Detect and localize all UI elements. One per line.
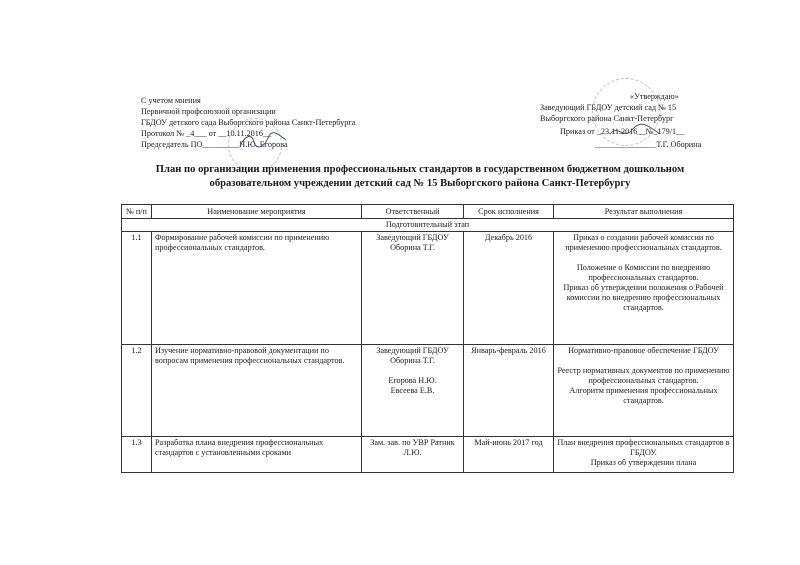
row-num: 1.3 bbox=[122, 437, 152, 473]
page-title bbox=[110, 163, 730, 190]
left-line-2: Первичной профсоюзной организации bbox=[141, 107, 276, 116]
left-line-3: ГБДОУ детского сада Выборгского района Санкт-Петербурга bbox=[141, 118, 356, 127]
resp-text: Евсеева Е.В. bbox=[390, 386, 435, 395]
section-title: Подготовительный этап bbox=[122, 219, 734, 232]
section-row bbox=[122, 219, 734, 232]
row-result bbox=[554, 232, 734, 345]
row-result bbox=[554, 345, 734, 437]
row-term: Май-июнь 2017 год bbox=[464, 437, 554, 473]
right-line-3: Выборгского района Санкт-Петербург bbox=[540, 114, 674, 123]
row-result bbox=[554, 437, 734, 473]
resp-text: Егорова Н.Ю. bbox=[388, 376, 437, 385]
result-text: Приказ о создании рабочей комиссии по применению профессиональных стандартов. bbox=[565, 233, 722, 252]
result-text: Алгоритм применения профессиональных стандартов. bbox=[569, 386, 718, 405]
row-resp bbox=[362, 345, 464, 437]
signature-right-icon bbox=[608, 122, 662, 142]
result-text: Приказ об утверждении плана bbox=[590, 458, 697, 467]
row-name: Разработка плана внедрения профессиональных стандартов с установленными сроками bbox=[152, 437, 362, 473]
plan-table bbox=[121, 204, 734, 473]
header-result: Результат выполнения bbox=[554, 205, 734, 219]
table-row bbox=[122, 232, 734, 345]
row-name: Формирование рабочей комиссии по применению профессиональных стандартов. bbox=[152, 232, 362, 345]
table-row bbox=[122, 345, 734, 437]
right-line-4: Приказ от _23.11.2016__№_179/1__ bbox=[560, 127, 685, 136]
result-text: Положение о Комиссии по внедрению профессиональных стандартов. bbox=[576, 263, 711, 282]
table-row bbox=[122, 437, 734, 473]
result-text: План внедрения профессиональных стандартов в ГБДОУ. bbox=[557, 438, 730, 457]
table-header-row bbox=[122, 205, 734, 219]
right-line-1: «Утверждаю» bbox=[630, 92, 679, 101]
result-text: Нормативно-правовое обеспечение ГБДОУ bbox=[568, 346, 719, 355]
row-resp: Зам. зав. по УВР Ратник Л.Ю. bbox=[362, 437, 464, 473]
result-text: Приказ об утверждении положения о Рабочей комиссии по внедрению профессиональных стандартов. bbox=[563, 283, 724, 312]
row-term: Январь-февраль 2016 bbox=[464, 345, 554, 437]
result-text: Реестр нормативных документов по применению профессиональных стандартов. bbox=[557, 366, 730, 385]
header-term: Срок исполнения bbox=[464, 205, 554, 219]
right-line-2: Заведующий ГБДОУ детский сад № 15 bbox=[540, 103, 677, 112]
row-name: Изучение нормативно-правовой документации по вопросам применения профессиональных стандартов. bbox=[152, 345, 362, 437]
header-resp: Ответственный bbox=[362, 205, 464, 219]
title-line-1: План по организации применения профессиональных стандартов в государственном бюджетном дошкольном bbox=[155, 164, 685, 175]
row-resp: Заведующий ГБДОУ Оборина Т.Г. bbox=[362, 232, 464, 345]
header-num: № п/п bbox=[122, 205, 152, 219]
title-line-2: образовательном учреждении детский сад № 15 Выборгского района Санкт-Петербургу bbox=[209, 177, 631, 189]
left-line-4: Протокол № _4___ от __10.11.2016__ bbox=[141, 129, 272, 138]
left-line-5: Председатель ПО_________Н.Ю. Егорова bbox=[141, 140, 288, 149]
right-line-5: _______________Т.Г. Оборина bbox=[595, 140, 702, 149]
signature-left-icon bbox=[238, 130, 288, 152]
row-num: 1.1 bbox=[122, 232, 152, 345]
row-num: 1.2 bbox=[122, 345, 152, 437]
resp-text: Заведующий ГБДОУ Оборина Т.Г. bbox=[376, 346, 449, 365]
row-term: Декабрь 2016 bbox=[464, 232, 554, 345]
header-name: Наименование мероприятия bbox=[152, 205, 362, 219]
left-line-1: С учетом мнения bbox=[141, 96, 201, 105]
